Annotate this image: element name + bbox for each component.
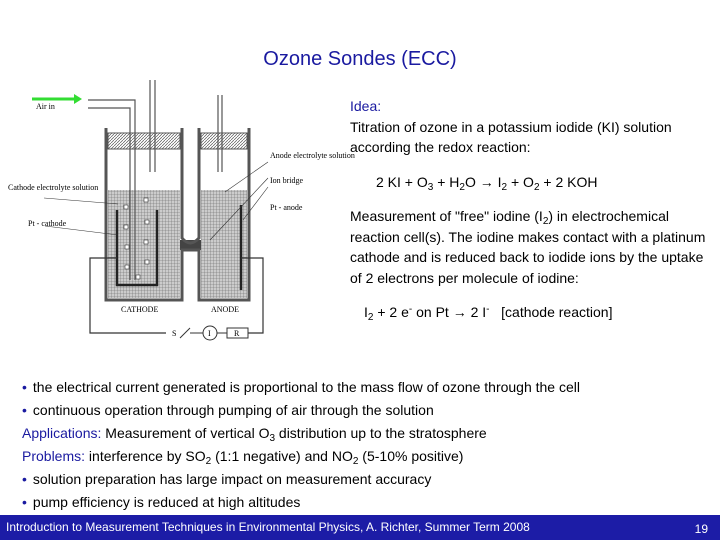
label-pt-cathode: Pt - cathode [28,219,67,228]
bullet-item: • solution preparation has large impact on measurement accuracy [22,471,432,487]
idea-text: Titration of ozone in a potassium iodide (KI) solution according the redox reaction: [350,118,672,155]
label-cathode-solution: Cathode electrolyte solution [8,183,99,192]
bullet-item: • continuous operation through pumping of air through the solution [22,402,434,418]
applications-line: Applications: Measurement of vertical $O_3$ distribution up to the stratosphere [22,425,487,444]
bullet-item: • pump efficiency is reduced at high altitudes [22,494,301,510]
cathode-reaction: $I_2 + 2$ e- on Pt → 2 I- [cathode reaction] [364,304,613,323]
label-ion-bridge: Ion bridge [270,176,304,185]
bullet-item: • the electrical current generated is proportional to the mass flow of ozone through the cell [22,379,580,395]
label-switch: S [172,329,177,338]
slide-title: Ozone Sondes (ECC) [263,48,457,70]
label-pt-anode: Pt - anode [270,203,303,212]
label-current: I [208,329,211,338]
ecc-cell-diagram [0,80,355,350]
notes [22,376,712,514]
label-anode: ANODE [211,305,239,314]
label-anode-solution: Anode electrolyte solution [270,151,355,160]
label-resistor: R [234,329,240,338]
label-cathode: CATHODE [121,305,159,314]
footer-bar [0,515,720,540]
idea-section [350,96,710,323]
redox-equation: 2 KI + $O_3 + H_2O \to I_2 + O_2 + 2$ KOH [376,173,598,193]
label-air-in: Air in [36,102,55,111]
footer-text: Introduction to Measurement Techniques in Environmental Physics, A. Richter, Summer Term 2008 [6,520,530,534]
measurement-text: Measurement of "free" iodine $(I_2)$ in electrochemical reaction cell(s). The iodine makes contact with a platinum cathode and is reduced back to iodide ions by the uptake of 2 electrons per molecule of iodine: [350,208,706,286]
page-number: 19 [694,522,708,536]
idea-heading: Idea: [350,98,382,114]
problems-line: Problems: interference by $SO_2$ (1:1 negative) and $NO_2$ (5-10% positive) [22,448,464,467]
